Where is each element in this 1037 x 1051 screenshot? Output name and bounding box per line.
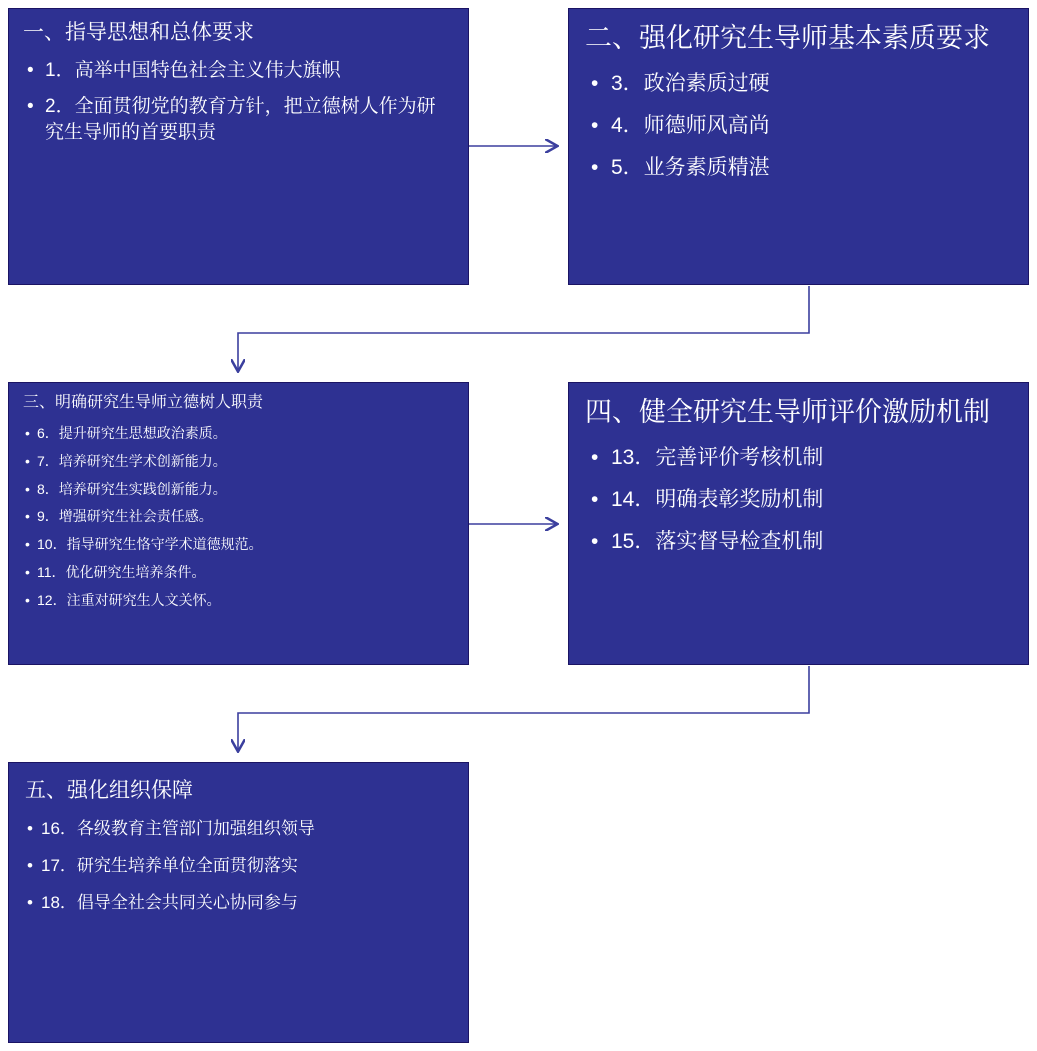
bullet-icon: • xyxy=(591,156,599,180)
list-item-label: 15．落实督导检查机制 xyxy=(611,530,824,554)
node-title: 三、明确研究生导师立德树人职责 xyxy=(23,394,264,411)
bullet-icon: • xyxy=(25,592,30,609)
node-tutor-basic-quality[interactable] xyxy=(568,8,1029,285)
node-title: 四、健全研究生导师评价激励机制 xyxy=(585,397,990,427)
list-item xyxy=(585,154,1012,182)
list-item-label: 7．培养研究生学术创新能力。 xyxy=(37,452,227,469)
list-item-label: 8．培养研究生实践创新能力。 xyxy=(37,480,227,497)
node-title: 五、强化组织保障 xyxy=(25,779,193,802)
list-item-label: 11．优化研究生培养条件。 xyxy=(37,564,206,581)
node-item-list xyxy=(585,70,1012,183)
node-evaluation-incentive[interactable] xyxy=(568,382,1029,665)
node-item-list xyxy=(23,58,454,145)
bullet-icon: • xyxy=(25,452,30,469)
list-item xyxy=(23,507,454,526)
list-item-label: 6．提升研究生思想政治素质。 xyxy=(37,424,227,441)
list-item-label: 4．师德师风高尚 xyxy=(611,113,770,137)
bullet-icon: • xyxy=(25,536,30,553)
bullet-icon: • xyxy=(591,530,599,554)
list-item xyxy=(23,424,454,443)
bullet-icon: • xyxy=(27,893,33,913)
bullet-icon: • xyxy=(591,487,599,511)
list-item xyxy=(25,818,452,841)
list-item xyxy=(23,535,454,554)
list-item xyxy=(23,563,454,582)
node-tutor-duties[interactable] xyxy=(8,382,469,665)
bullet-icon: • xyxy=(591,71,599,95)
list-item xyxy=(585,112,1012,140)
list-item-label: 16．各级教育主管部门加强组织领导 xyxy=(41,819,315,839)
list-item xyxy=(23,58,454,84)
node-item-list xyxy=(23,424,454,610)
list-item xyxy=(23,480,454,499)
list-item xyxy=(25,855,452,878)
list-item-label: 2．全面贯彻党的教育方针，把立德树人作为研究生导师的首要职责 xyxy=(45,95,436,143)
connector-box4-box5 xyxy=(238,666,809,750)
list-item xyxy=(585,70,1012,98)
bullet-icon: • xyxy=(27,60,34,82)
list-item-label: 1．高举中国特色社会主义伟大旗帜 xyxy=(45,60,341,82)
bullet-icon: • xyxy=(591,113,599,137)
bullet-icon: • xyxy=(27,856,33,876)
list-item-label: 18．倡导全社会共同关心协同参与 xyxy=(41,893,298,913)
list-item-label: 14．明确表彰奖励机制 xyxy=(611,487,824,511)
node-item-list xyxy=(25,818,452,915)
connector-box2-box3 xyxy=(238,286,809,370)
bullet-icon: • xyxy=(591,445,599,469)
list-item xyxy=(23,94,454,145)
list-item xyxy=(585,444,1012,472)
list-item-label: 12．注重对研究生人文关怀。 xyxy=(37,592,221,609)
bullet-icon: • xyxy=(27,819,33,839)
list-item-label: 9．增强研究生社会责任感。 xyxy=(37,508,213,525)
list-item-label: 13．完善评价考核机制 xyxy=(611,445,824,469)
list-item-label: 3．政治素质过硬 xyxy=(611,71,770,95)
list-item xyxy=(25,892,452,915)
list-item xyxy=(23,452,454,471)
node-title: 二、强化研究生导师基本素质要求 xyxy=(585,23,990,53)
list-item-label: 10．指导研究生恪守学术道德规范。 xyxy=(37,536,263,553)
node-title: 一、指导思想和总体要求 xyxy=(23,21,254,44)
bullet-icon: • xyxy=(25,424,30,441)
bullet-icon: • xyxy=(25,480,30,497)
node-organizational-support[interactable] xyxy=(8,762,469,1043)
node-guiding-principles[interactable] xyxy=(8,8,469,285)
list-item xyxy=(23,591,454,610)
node-item-list xyxy=(585,444,1012,557)
bullet-icon: • xyxy=(25,508,30,525)
list-item xyxy=(585,486,1012,514)
list-item-label: 5．业务素质精湛 xyxy=(611,156,770,180)
list-item xyxy=(585,528,1012,556)
bullet-icon: • xyxy=(27,95,34,117)
list-item-label: 17．研究生培养单位全面贯彻落实 xyxy=(41,856,298,876)
bullet-icon: • xyxy=(25,564,30,581)
